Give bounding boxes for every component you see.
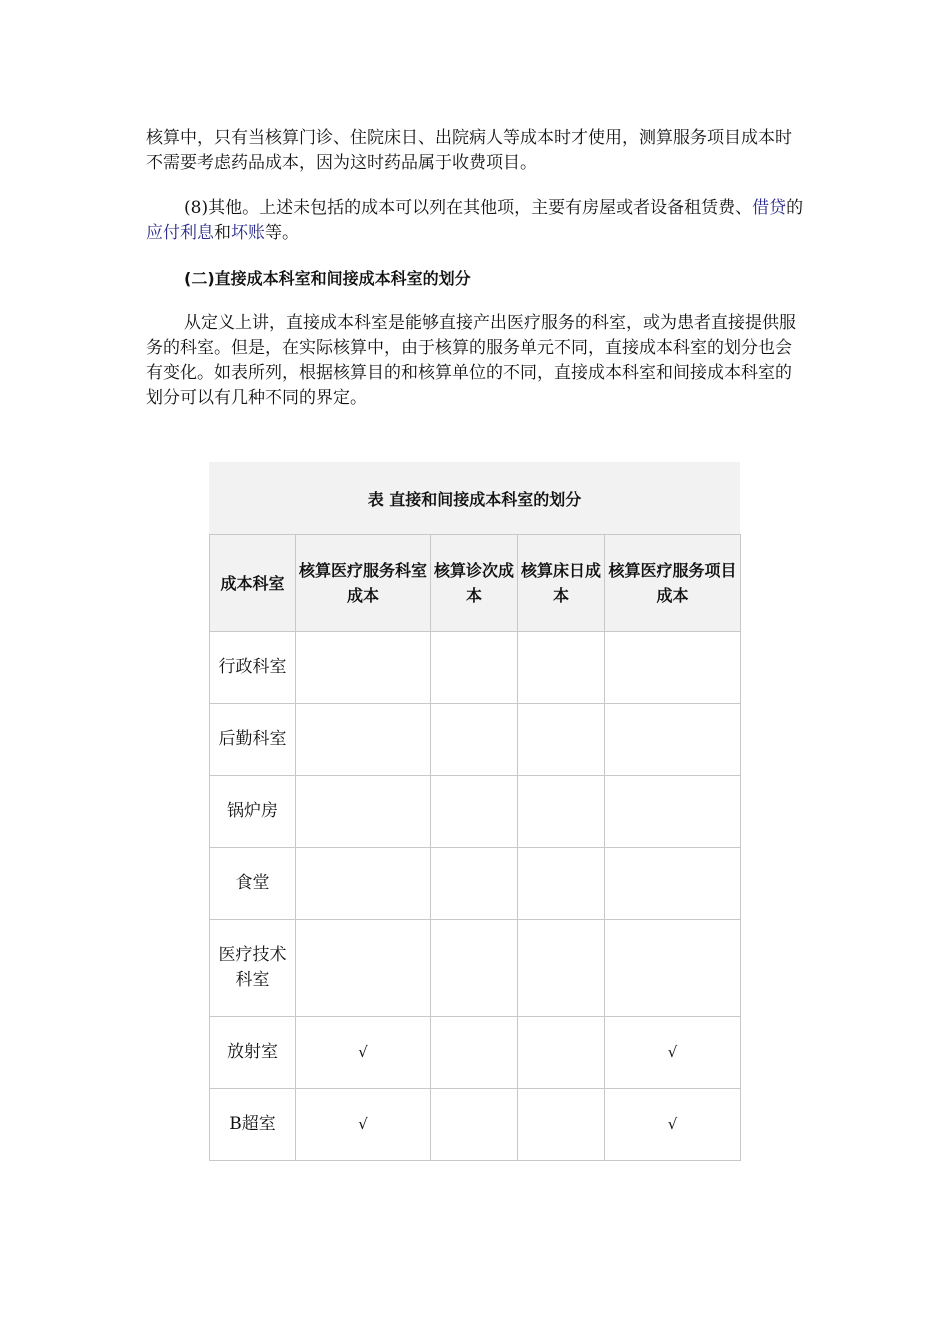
paragraph-definition: 从定义上讲，直接成本科室是能够直接产出医疗服务的科室，或为患者直接提供服务的科室。但是，在实际核算中，由于核算的服务单元不同，直接成本科室的划分也会有变化。如表所列，根据核算目的和核算单位的不同，直接成本科室和间接成本科室的划分可以有几种不同的界定。 (146, 313, 796, 408)
header-bed-day-cost: 核算床日成本 (518, 535, 605, 632)
paragraph-other-costs (146, 196, 806, 246)
cell-value (431, 920, 518, 1017)
table-row (210, 920, 741, 1017)
cell-value (296, 704, 431, 776)
cell-department: 放射室 (210, 1017, 296, 1089)
cell-value (431, 776, 518, 848)
table-caption: 表 直接和间接成本科室的划分 (209, 462, 740, 534)
link-loan[interactable]: 借贷 (752, 198, 787, 218)
header-visit-cost: 核算诊次成本 (431, 535, 518, 632)
link-bad-debt[interactable]: 坏账 (231, 223, 265, 243)
cell-value (605, 920, 741, 1017)
cell-value (605, 704, 741, 776)
cell-value (518, 920, 605, 1017)
cell-value (431, 848, 518, 920)
cell-value (518, 1017, 605, 1089)
table-row (210, 848, 741, 920)
cell-value (518, 776, 605, 848)
text-de: 的 (786, 198, 804, 218)
link-interest-payable[interactable]: 应付利息 (146, 223, 214, 243)
header-cost-department: 成本科室 (210, 535, 296, 632)
cell-department: 食堂 (210, 848, 296, 920)
cell-value (296, 848, 431, 920)
paragraph-drug-cost: 核算中，只有当核算门诊、住院床日、出院病人等成本时才使用，测算服务项目成本时不需要考虑药品成本，因为这时药品属于收费项目。 (146, 128, 792, 173)
document-body (146, 126, 806, 411)
cell-value (296, 632, 431, 704)
table-header-row (210, 535, 741, 632)
check-mark: √ (296, 1017, 431, 1089)
division-table (209, 534, 741, 1161)
text-deng: 等。 (265, 223, 299, 243)
cell-department: 后勤科室 (210, 704, 296, 776)
paragraph-other-prefix: (8)其他。上述未包括的成本可以列在其他项，主要有房屋或者设备租赁费、 (184, 198, 753, 218)
cell-department: 行政科室 (210, 632, 296, 704)
cost-department-table (209, 462, 740, 1161)
cell-department: 锅炉房 (210, 776, 296, 848)
cell-department: B超室 (210, 1089, 296, 1161)
cell-value (431, 1017, 518, 1089)
cell-value (431, 632, 518, 704)
header-department-cost: 核算医疗服务科室成本 (296, 535, 431, 632)
cell-value (296, 920, 431, 1017)
header-service-item-cost: 核算医疗服务项目成本 (605, 535, 741, 632)
cell-value (431, 1089, 518, 1161)
table-row (210, 776, 741, 848)
table-row (210, 632, 741, 704)
table-row (210, 1089, 741, 1161)
cell-value (605, 848, 741, 920)
cell-value (518, 632, 605, 704)
cell-value (296, 776, 431, 848)
text-he: 和 (214, 223, 231, 243)
cell-value (518, 1089, 605, 1161)
check-mark: √ (296, 1089, 431, 1161)
cell-value (518, 848, 605, 920)
table-row (210, 1017, 741, 1089)
cell-value (605, 776, 741, 848)
table-row (210, 704, 741, 776)
cell-department: 医疗技术科室 (210, 920, 296, 1017)
check-mark: √ (605, 1017, 741, 1089)
check-mark: √ (605, 1089, 741, 1161)
cell-value (431, 704, 518, 776)
section-heading: (二)直接成本科室和间接成本科室的划分 (184, 269, 471, 288)
cell-value (605, 632, 741, 704)
cell-value (518, 704, 605, 776)
